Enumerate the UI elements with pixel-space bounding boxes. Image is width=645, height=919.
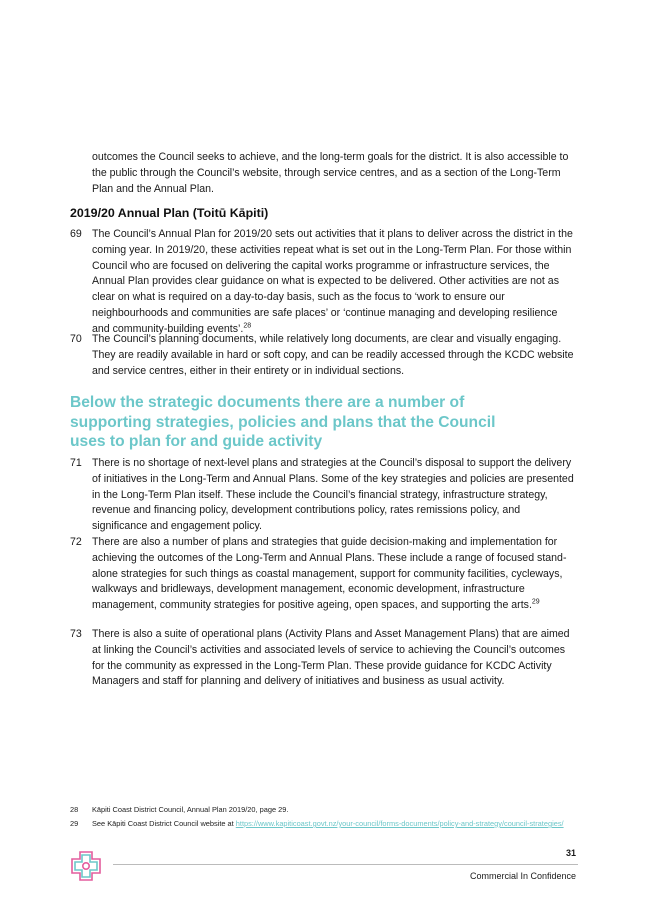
footnote-29 (70, 819, 580, 829)
paragraph-text: There is no shortage of next-level plans and strategies at the Council’s disposal to support the delivery of initiatives in the Long-Term and Annual Plans. Some of the key strategies and policies are presented in the Long-Term Plan itself. These include the Council’s financial strategy, infrastructure strategy, revenue and financing policy, development contributions policy, rates remissions policy, and significance and engagement policy. (92, 457, 574, 533)
intro-continuation: outcomes the Council seeks to achieve, and the long-term goals for the district. It is also accessible to the public through the Council’s website, through service centres, and as a section of the Long-Term Plan and the Annual Plan. (92, 151, 569, 195)
paragraph-70 (70, 332, 578, 379)
confidentiality-label: Commercial In Confidence (469, 871, 576, 881)
footnote-ref-29[interactable]: 29 (531, 598, 540, 606)
footer-divider (113, 864, 578, 865)
paragraph-text: There is also a suite of operational plans (Activity Plans and Asset Management Plans) that are aimed at linking the Council’s activities and associated levels of service to achieving the Council’s outcomes for the community as expressed in the Long-Term Plan. These provide guidance for KCDC Activity Managers and staff for planning and delivery of initiatives and business as usual activity. (92, 628, 570, 688)
paragraph-72 (70, 535, 578, 614)
council-logo (68, 849, 104, 883)
paragraph-text: The Council’s Annual Plan for 2019/20 sets out activities that it plans to deliver across the district in the coming year. In 2019/20, these activities repeat what is set out in the Long-Term Plan. For those within Council who are focused on delivering the capital works programme or infrastructure services, the Annual Plan provides clear guidance on what is expected to be delivered. Other activities are not as clear on what is required on a day-to-day basis, such as the focus to ‘work to ensure our neighbourhoods and communities are safe places’ or ‘continue managing and developing resilience and community-building events’. (92, 228, 573, 335)
paragraph-number: 72 (70, 536, 82, 548)
paragraph-69 (70, 227, 578, 338)
footnote-28 (70, 805, 580, 815)
council-logo-icon (68, 849, 104, 883)
paragraph-text: There are also a number of plans and strategies that guide decision-making and implementation for achieving the outcomes of the Long-Term and Annual Plans. These include a range of focused stand-alone strategies for such things as coastal management, support for community facilities, cycleways, walkways and bridleways, development management, economic development, infrastructure management, community strategies for positive ageing, open spaces, and supporting the arts. (92, 536, 567, 612)
footnote-text: See Kāpiti Coast District Council website at (92, 819, 236, 828)
paragraph-73 (70, 627, 578, 690)
paragraph-text: The Council’s planning documents, while relatively long documents, are clear and visually engaging. They are readily available in hard or soft copy, and can be readily accessed through the KCDC website and service centres, either in their entirety or in individual sections. (92, 333, 574, 377)
footnote-number: 29 (70, 819, 79, 828)
paragraph-71 (70, 456, 578, 535)
page-number: 31 (565, 848, 576, 858)
section-heading-annual-plan: 2019/20 Annual Plan (Toitū Kāpiti) (70, 206, 269, 220)
section-heading-strategies: Below the strategic documents there are a number of supporting strategies, policies and plans that the Council uses to plan for and guide activity (70, 394, 496, 450)
footnote-text: Kāpiti Coast District Council, Annual Plan 2019/20, page 29. (92, 805, 289, 814)
paragraph-number: 70 (70, 333, 82, 345)
footnote-number: 28 (70, 805, 79, 814)
council-strategies-link[interactable]: https://www.kapiticoast.govt.nz/your-council/forms-documents/policy-and-strategy/council-strategies/ (235, 819, 564, 828)
paragraph-number: 71 (70, 457, 82, 469)
paragraph-number: 73 (70, 628, 82, 640)
footnote-ref-28[interactable]: 28 (243, 322, 252, 330)
paragraph-number: 69 (70, 228, 82, 240)
